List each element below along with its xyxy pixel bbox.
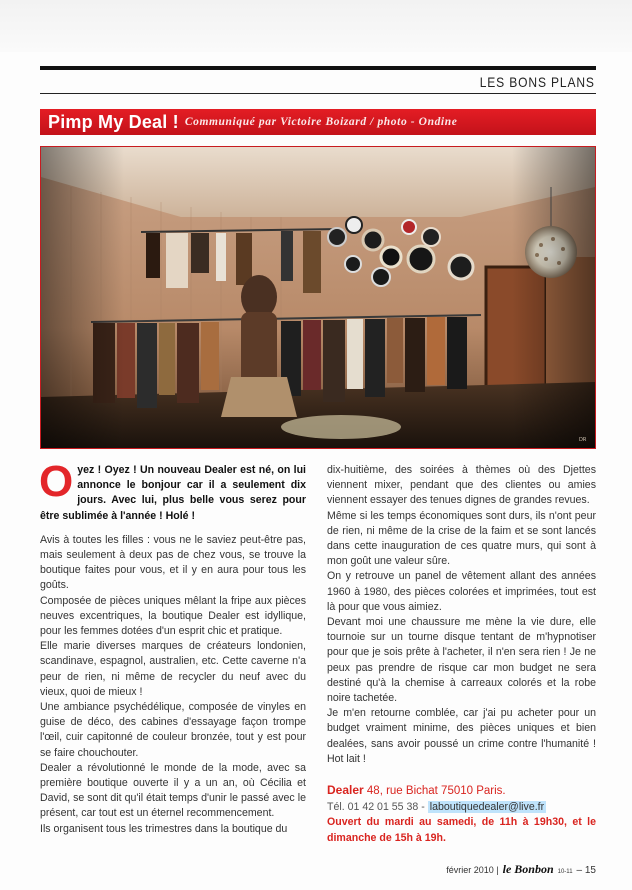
paragraph: Composée de pièces uniques mêlant la fripe aux pièces neuves excentriques, la boutique Dealer est idyllique, pour les femmes dotées d'un esprit chic et pratique.: [40, 594, 306, 638]
boutique-photo: [40, 146, 596, 449]
shop-phone: Tél. 01 42 01 55 38 -: [327, 800, 428, 813]
article-column-right: [327, 463, 596, 846]
issue-date: février 2010 |: [446, 865, 499, 875]
paragraph: Je m'en retourne comblée, car j'ai pu acheter pour un budget vraiment minime, des pièces uniques et bien dealées, sans avoir poussé un crime contre l'humanité ! Hot lait !: [327, 707, 596, 765]
shop-address: 48, rue Bichat 75010 Paris.: [363, 785, 506, 798]
shop-name: Dealer: [327, 783, 364, 798]
paragraph: Dealer a révolutionné le monde de la mode, avec sa première boutique ouverte il y a un an, où Cécilia et David, se sont dit qu'il était temps d'unir le passé avec le présent, car tout est un éternel recommencement.: [40, 761, 306, 820]
shop-contact: [327, 783, 596, 846]
paragraph: dix-huitième, des soirées à thèmes où des Djettes viennent mixer, pendant que des clientes ou amies viennent essayer des tenues dignes de grandes revues.: [327, 464, 596, 507]
magazine-logo: le Bonbon: [502, 862, 554, 876]
shop-hours: Ouvert du mardi au samedi, de 11h à 19h30, et le dimanche de 15h à 19h.: [327, 816, 596, 844]
article-intro: [39, 457, 306, 524]
paragraph: Même si les temps économiques sont durs, ils n'ont peur de rien, ni même de la crise de la faim et se sont lancés dans cette inauguration de ces quatre murs, qui sont à mon goût une valeur sûre.: [327, 509, 596, 568]
drop-cap: O: [39, 457, 74, 506]
header-rule-thick: [40, 66, 596, 70]
page-top-shade: [0, 0, 632, 52]
photo-credit-mark: DR: [579, 437, 587, 443]
paragraph: On y retrouve un panel de vêtement allant des années 1960 à 1980, des pièces colorées et imprimées, tout est là pour que vous aimiez.: [327, 570, 596, 613]
article-title: Pimp My Deal !: [48, 111, 179, 132]
paragraph: Devant moi une chaussure me mène la vie dure, elle tournoie sur un tourne disque tentant de m'hypnotiser pour que je sois prête à l'acheter, il n'en sera rien ! Je ne peux pas prendre de risque car mon budget ne sera destiné qu'à la chemise à carreaux colorés et la robe noire tachetée.: [327, 616, 596, 705]
page-footer: [446, 862, 596, 877]
intro-text: yez ! Oyez ! Un nouveau Dealer est né, on lui annonce le bonjour car il a seulement dix jours. Avec lui, plus belle vous serez pour être sublimée à l'année ! Holé !: [40, 464, 306, 522]
header-rule-thin: [40, 93, 596, 94]
article-credit: Communiqué par Victoire Boizard / photo - Ondine: [184, 116, 458, 128]
page-number: – 15: [576, 865, 596, 876]
boutique-interior-illustration: [41, 147, 595, 448]
shop-email-link[interactable]: laboutiquedealer@live.fr: [429, 800, 545, 813]
article-column-left: [39, 457, 306, 837]
article-banner: [40, 109, 596, 135]
section-label: LES BONS PLANS: [479, 74, 595, 90]
paragraph: Elle marie diverses marques de créateurs londonien, scandinave, espagnol, australien, etc. Cette caverne n'a peur de rien, ni même de recycler du neuf avec du vieux, quoi de mieux !: [40, 640, 306, 698]
paragraph: Ils organisent tous les trimestres dans la boutique du: [40, 822, 288, 835]
paragraph: Avis à toutes les filles : vous ne le saviez peut-être pas, mais seulement à deux pas de chez vous, se trouve la boutique faites pour vous, et il y en aura pour tous les goûts.: [40, 533, 306, 592]
paragraph: Une ambiance psychédélique, composée de vinyles en guise de déco, des cabines d'essayage façon trompe l'œil, cuir capitonné de couleur bronzée, tout y est pour se faire chouchouter.: [40, 701, 306, 759]
issue-edition: 10-11: [557, 869, 573, 875]
